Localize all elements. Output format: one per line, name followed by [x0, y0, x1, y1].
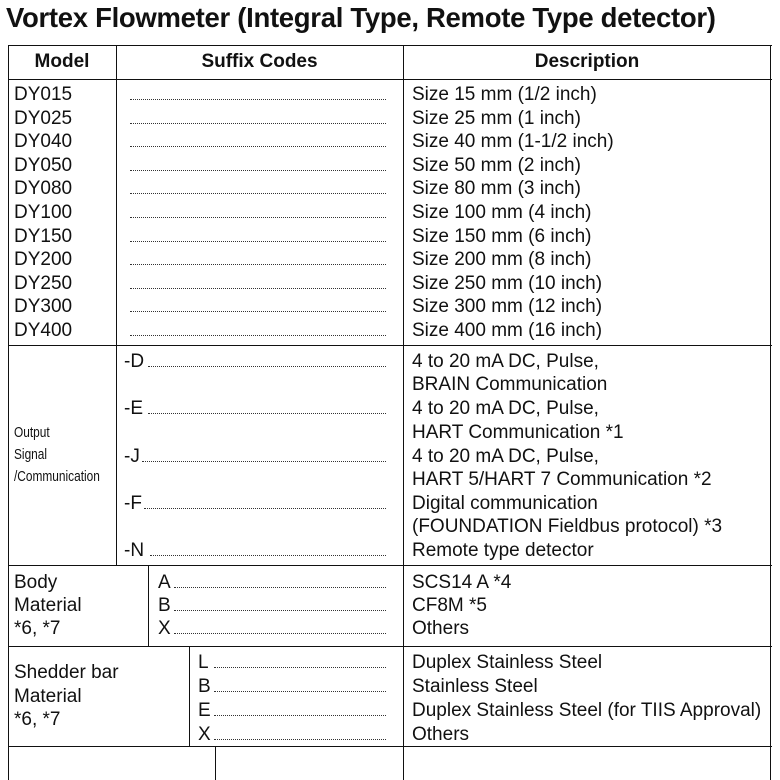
shedder-label-line-2: Material — [14, 686, 82, 707]
model-description: Size 150 mm (6 inch) — [412, 225, 592, 247]
shedder-desc-X: Others — [412, 724, 470, 745]
model-description: Size 80 mm (3 inch) — [412, 178, 581, 200]
dot-leader — [150, 555, 386, 556]
header-description: Description — [534, 51, 640, 72]
output-desc-N: Remote type detector — [412, 540, 594, 561]
dot-leader — [148, 413, 386, 414]
body-label-line-3: *6, *7 — [14, 618, 61, 639]
output-label-line-3: /Communication — [14, 469, 100, 485]
output-desc-F-2: (FOUNDATION Fieldbus protocol) *3 — [412, 516, 723, 537]
dot-leader — [130, 123, 386, 124]
model-code: DY150 — [14, 225, 73, 247]
model-description: Size 250 mm (10 inch) — [412, 272, 603, 294]
table-right-border — [770, 45, 771, 780]
dot-leader — [130, 217, 386, 218]
output-desc-F-1: Digital communication — [412, 493, 598, 514]
dot-leader — [144, 508, 386, 509]
table-left-border — [8, 45, 9, 780]
model-section-divider — [8, 345, 772, 346]
dot-leader — [148, 366, 386, 367]
model-code: DY400 — [14, 320, 73, 341]
model-description: Size 50 mm (2 inch) — [412, 154, 581, 176]
output-desc-D-1: 4 to 20 mA DC, Pulse, — [412, 351, 599, 372]
model-code: DY040 — [14, 131, 73, 153]
dot-leader — [214, 667, 386, 668]
shedder-label-line-1: Shedder bar — [14, 662, 119, 683]
model-column-divider — [116, 45, 117, 565]
model-description: Size 400 mm (16 inch) — [412, 320, 603, 341]
body-label-line-1: Body — [14, 572, 58, 593]
body-code-A: A — [158, 572, 171, 593]
output-desc-J-1: 4 to 20 mA DC, Pulse, — [412, 446, 599, 467]
model-code: DY015 — [14, 84, 73, 105]
spec-table — [8, 45, 772, 780]
model-description: Size 100 mm (4 inch) — [412, 202, 592, 223]
body-desc-X: Others — [412, 618, 470, 639]
output-desc-E-2: HART Communication *1 — [412, 422, 624, 443]
model-code: DY200 — [14, 249, 73, 271]
header-suffix-codes: Suffix Codes — [201, 51, 318, 72]
dot-leader — [174, 587, 386, 588]
body-label-line-2: Material — [14, 595, 82, 616]
output-code-F: -F — [124, 493, 142, 514]
body-code-B: B — [158, 595, 171, 616]
shedder-label-line-3: *6, *7 — [14, 709, 61, 730]
output-desc-J-2: HART 5/HART 7 Communication *2 — [412, 469, 712, 490]
dot-leader — [214, 715, 386, 716]
shedder-code-X: X — [198, 724, 211, 745]
dot-leader — [174, 633, 386, 634]
model-code: DY050 — [14, 154, 73, 176]
dot-leader — [130, 288, 386, 289]
model-code: DY250 — [14, 272, 73, 294]
header-model: Model — [34, 51, 90, 72]
next-code-divider — [215, 746, 216, 780]
output-code-E: -E — [124, 398, 143, 419]
description-column-divider — [403, 45, 404, 780]
output-label-line-2: Signal — [14, 447, 48, 463]
model-description: Size 40 mm (1-1/2 inch) — [412, 131, 614, 153]
dot-leader — [130, 264, 386, 265]
table-top-border — [8, 45, 772, 46]
model-description: Size 300 mm (12 inch) — [412, 296, 603, 318]
page-title: Vortex Flowmeter (Integral Type, Remote Type detector) — [6, 2, 716, 33]
dot-leader — [130, 170, 386, 171]
model-description: Size 200 mm (8 inch) — [412, 249, 592, 271]
output-code-J: -J — [124, 446, 140, 467]
dot-leader — [130, 193, 386, 194]
dot-leader — [130, 241, 386, 242]
model-code: DY100 — [14, 202, 73, 223]
body-desc-A: SCS14 A *4 — [412, 572, 512, 593]
header-divider — [8, 79, 772, 80]
body-code-divider — [148, 565, 149, 646]
dot-leader — [214, 691, 386, 692]
output-desc-E-1: 4 to 20 mA DC, Pulse, — [412, 398, 599, 419]
dot-leader — [130, 99, 386, 100]
dot-leader — [214, 739, 386, 740]
shedder-code-E: E — [198, 700, 211, 721]
shedder-code-B: B — [198, 676, 211, 697]
dot-leader — [174, 610, 386, 611]
output-desc-D-2: BRAIN Communication — [412, 374, 608, 395]
shedder-desc-E: Duplex Stainless Steel (for TIIS Approval) — [412, 700, 762, 721]
dot-leader — [130, 146, 386, 147]
shedder-desc-L: Duplex Stainless Steel — [412, 652, 603, 673]
body-section-divider — [8, 646, 772, 647]
dot-leader — [142, 461, 386, 462]
model-description: Size 25 mm (1 inch) — [412, 107, 581, 129]
body-desc-B: CF8M *5 — [412, 595, 487, 616]
shedder-code-L: L — [198, 652, 209, 673]
model-description: Size 15 mm (1/2 inch) — [412, 84, 597, 105]
model-code: DY025 — [14, 107, 73, 129]
shedder-section-divider — [8, 746, 772, 747]
dot-leader — [130, 311, 386, 312]
output-code-N: -N — [124, 540, 145, 561]
dot-leader — [130, 335, 386, 336]
output-code-D: -D — [124, 351, 145, 372]
shedder-desc-B: Stainless Steel — [412, 676, 538, 697]
shedder-code-divider — [189, 646, 190, 746]
model-code: DY300 — [14, 296, 73, 318]
output-section-divider — [8, 565, 772, 566]
body-code-X: X — [158, 618, 171, 639]
model-code: DY080 — [14, 178, 73, 200]
output-label-line-1: Output — [14, 425, 50, 441]
